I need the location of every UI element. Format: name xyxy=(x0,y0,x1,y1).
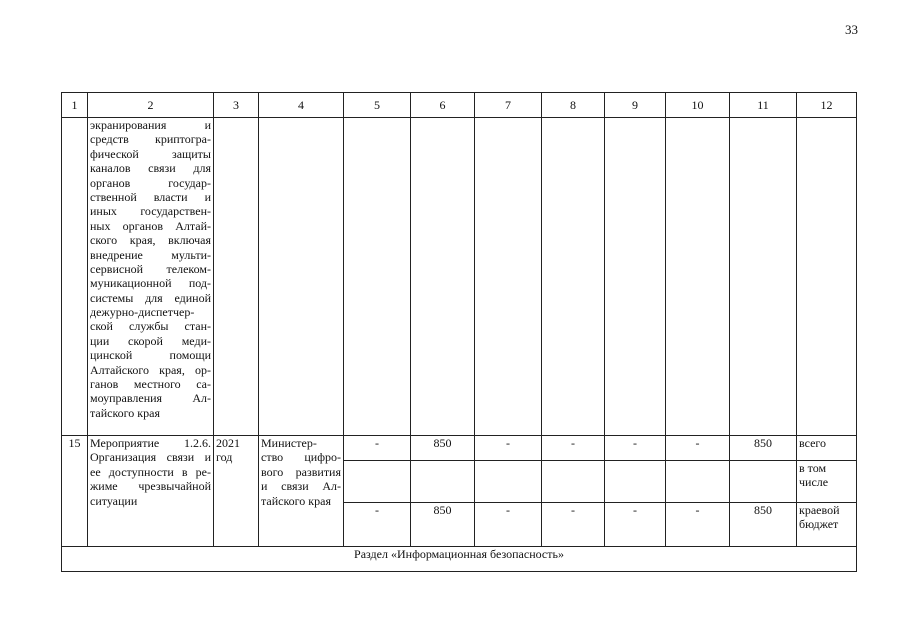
col-header: 6 xyxy=(411,93,475,118)
total-col10: - xyxy=(666,436,730,461)
col-header: 5 xyxy=(344,93,411,118)
regional-col7: - xyxy=(475,503,542,547)
executor: Министер- ство цифро- вого развития и связи Ал- тайского края xyxy=(259,436,344,547)
regional-col8: - xyxy=(542,503,605,547)
col-header: 11 xyxy=(730,93,797,118)
section-title: Раздел «Информационная безопасность» xyxy=(62,547,857,572)
regional-col9: - xyxy=(605,503,666,547)
col-header: 9 xyxy=(605,93,666,118)
col-header: 2 xyxy=(88,93,214,118)
continuation-text: экранирования и средств криптогра- фической защиты каналов связи для органов государ- ственной власти и иных государствен- ных органов Алтай- ского края, включая внедрение мульти- сервисной телеком- муникационной под- системы для единой дежурно-диспетчер- ской службы стан- ции скорой меди- цинской помощи Алтайского края, ор- ганов местного са- моуправления Ал- тайского края xyxy=(88,118,214,436)
continuation-row xyxy=(62,118,857,436)
measure-name: Мероприятие 1.2.6. Организация связи и ее доступности в ре- жиме чрезвычайной ситуации xyxy=(88,436,214,547)
col-header: 1 xyxy=(62,93,88,118)
row-number: 15 xyxy=(62,436,88,547)
program-table xyxy=(61,92,857,572)
col-header: 3 xyxy=(214,93,259,118)
total-col8: - xyxy=(542,436,605,461)
regional-col11: 850 xyxy=(730,503,797,547)
regional-col10: - xyxy=(666,503,730,547)
measure-year: 2021 год xyxy=(214,436,259,547)
total-label: всего xyxy=(797,436,857,461)
total-col9: - xyxy=(605,436,666,461)
regional-label: краевой бюджет xyxy=(797,503,857,547)
total-col6: 850 xyxy=(411,436,475,461)
col-header: 8 xyxy=(542,93,605,118)
total-col11: 850 xyxy=(730,436,797,461)
regional-col5: - xyxy=(344,503,411,547)
col-header: 10 xyxy=(666,93,730,118)
section-row xyxy=(62,547,857,572)
regional-col6: 850 xyxy=(411,503,475,547)
col-header: 12 xyxy=(797,93,857,118)
header-row xyxy=(62,93,857,118)
total-col7: - xyxy=(475,436,542,461)
col-header: 7 xyxy=(475,93,542,118)
total-col5: - xyxy=(344,436,411,461)
page-number: 33 xyxy=(845,22,858,37)
col-header: 4 xyxy=(259,93,344,118)
including-label: в том числе xyxy=(797,461,857,503)
row-15-total xyxy=(62,436,857,461)
